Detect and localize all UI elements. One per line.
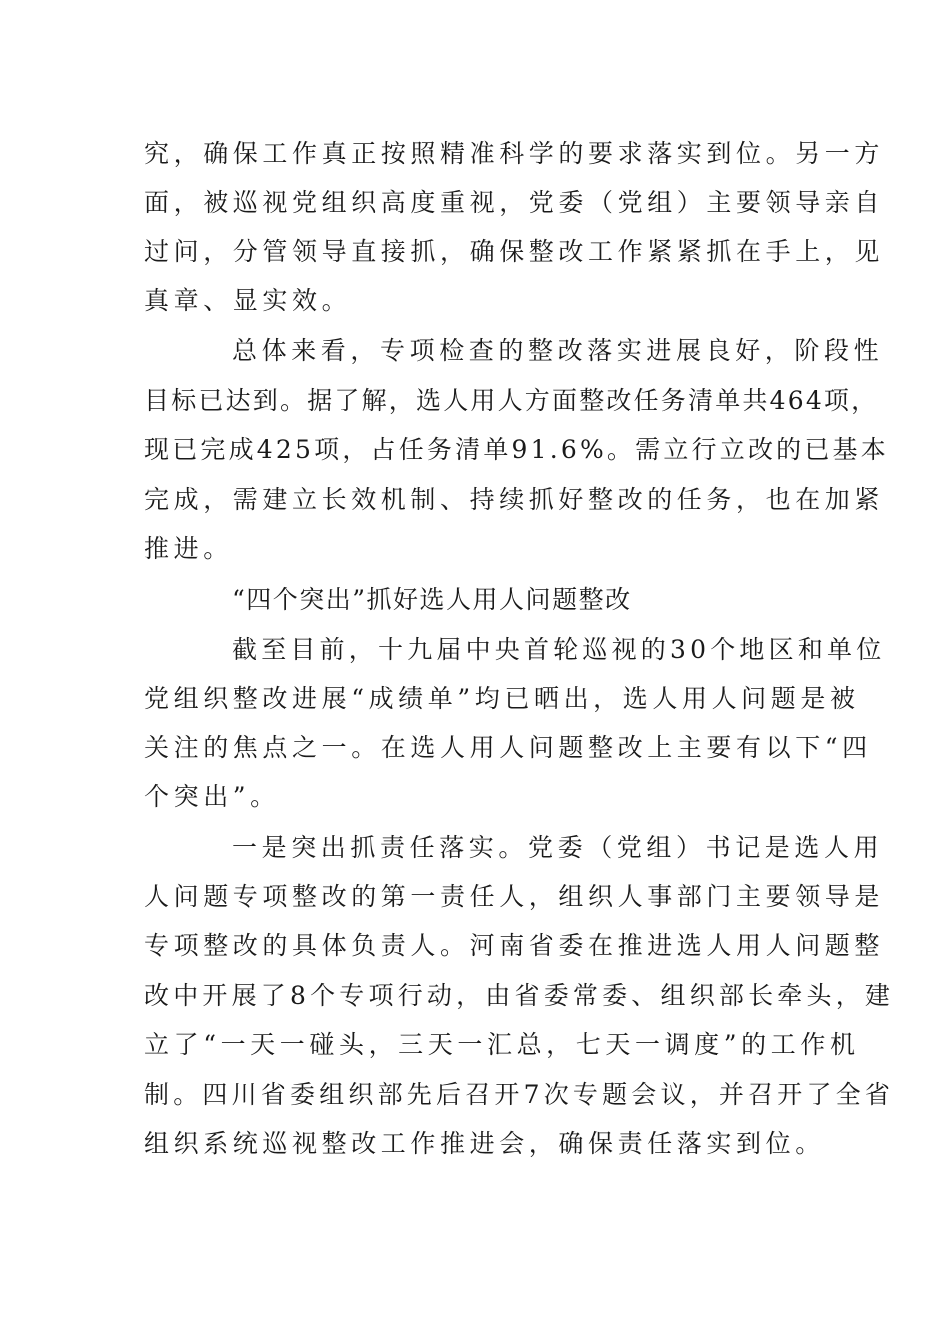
paragraph-line: 组织系统巡视整改工作推进会，确保责任落实到位。 (144, 1129, 825, 1158)
paragraph-line: 完成，需建立长效机制、持续抓好整改的任务，也在加紧 (144, 485, 885, 514)
paragraph-line: 人问题专项整改的第一责任人，组织人事部门主要领导是 (144, 882, 885, 911)
paragraph-line: 过问，分管领导直接抓，确保整改工作紧紧抓在手上，见 (144, 237, 885, 266)
paragraph-line: 究，确保工作真正按照精准科学的要求落实到位。另一方 (144, 139, 885, 168)
paragraph-line: 关注的焦点之一。在选人用人问题整改上主要有以下“四 (144, 733, 872, 762)
paragraph-line: 改中开展了8个专项行动，由省委常委、组织部长牵头，建 (144, 981, 895, 1010)
paragraph-line: 目标已达到。据了解，选人用人方面整改任务清单共464项， (144, 386, 879, 415)
paragraph-line: 立了“一天一碰头，三天一汇总，七天一调度”的工作机 (144, 1030, 860, 1059)
paragraph-line: 党组织整改进展“成绩单”均已晒出，选人用人问题是被 (144, 684, 860, 713)
paragraph-line: 专项整改的具体负责人。河南省委在推进选人用人问题整 (144, 931, 885, 960)
paragraph-first-line: 截至目前，十九届中央首轮巡视的30个地区和单位 (232, 635, 886, 664)
paragraph-first-line: 总体来看，专项检查的整改落实进展良好，阶段性 (232, 336, 884, 365)
paragraph-line: 制。四川省委组织部先后召开7次专题会议，并召开了全省 (144, 1080, 895, 1109)
paragraph-line: 推进。 (144, 534, 233, 563)
section-heading: “四个突出”抓好选人用人问题整改 (232, 585, 632, 614)
paragraph-line: 个突出”。 (144, 782, 280, 811)
paragraph-line: 现已完成425项，占任务清单91.6%。需立行立改的已基本 (144, 435, 889, 464)
paragraph-line: 面，被巡视党组织高度重视，党委（党组）主要领导亲自 (144, 188, 885, 217)
paragraph-line: 真章、显实效。 (144, 286, 352, 315)
paragraph-first-line: 一是突出抓责任落实。党委（党组）书记是选人用 (232, 833, 884, 862)
